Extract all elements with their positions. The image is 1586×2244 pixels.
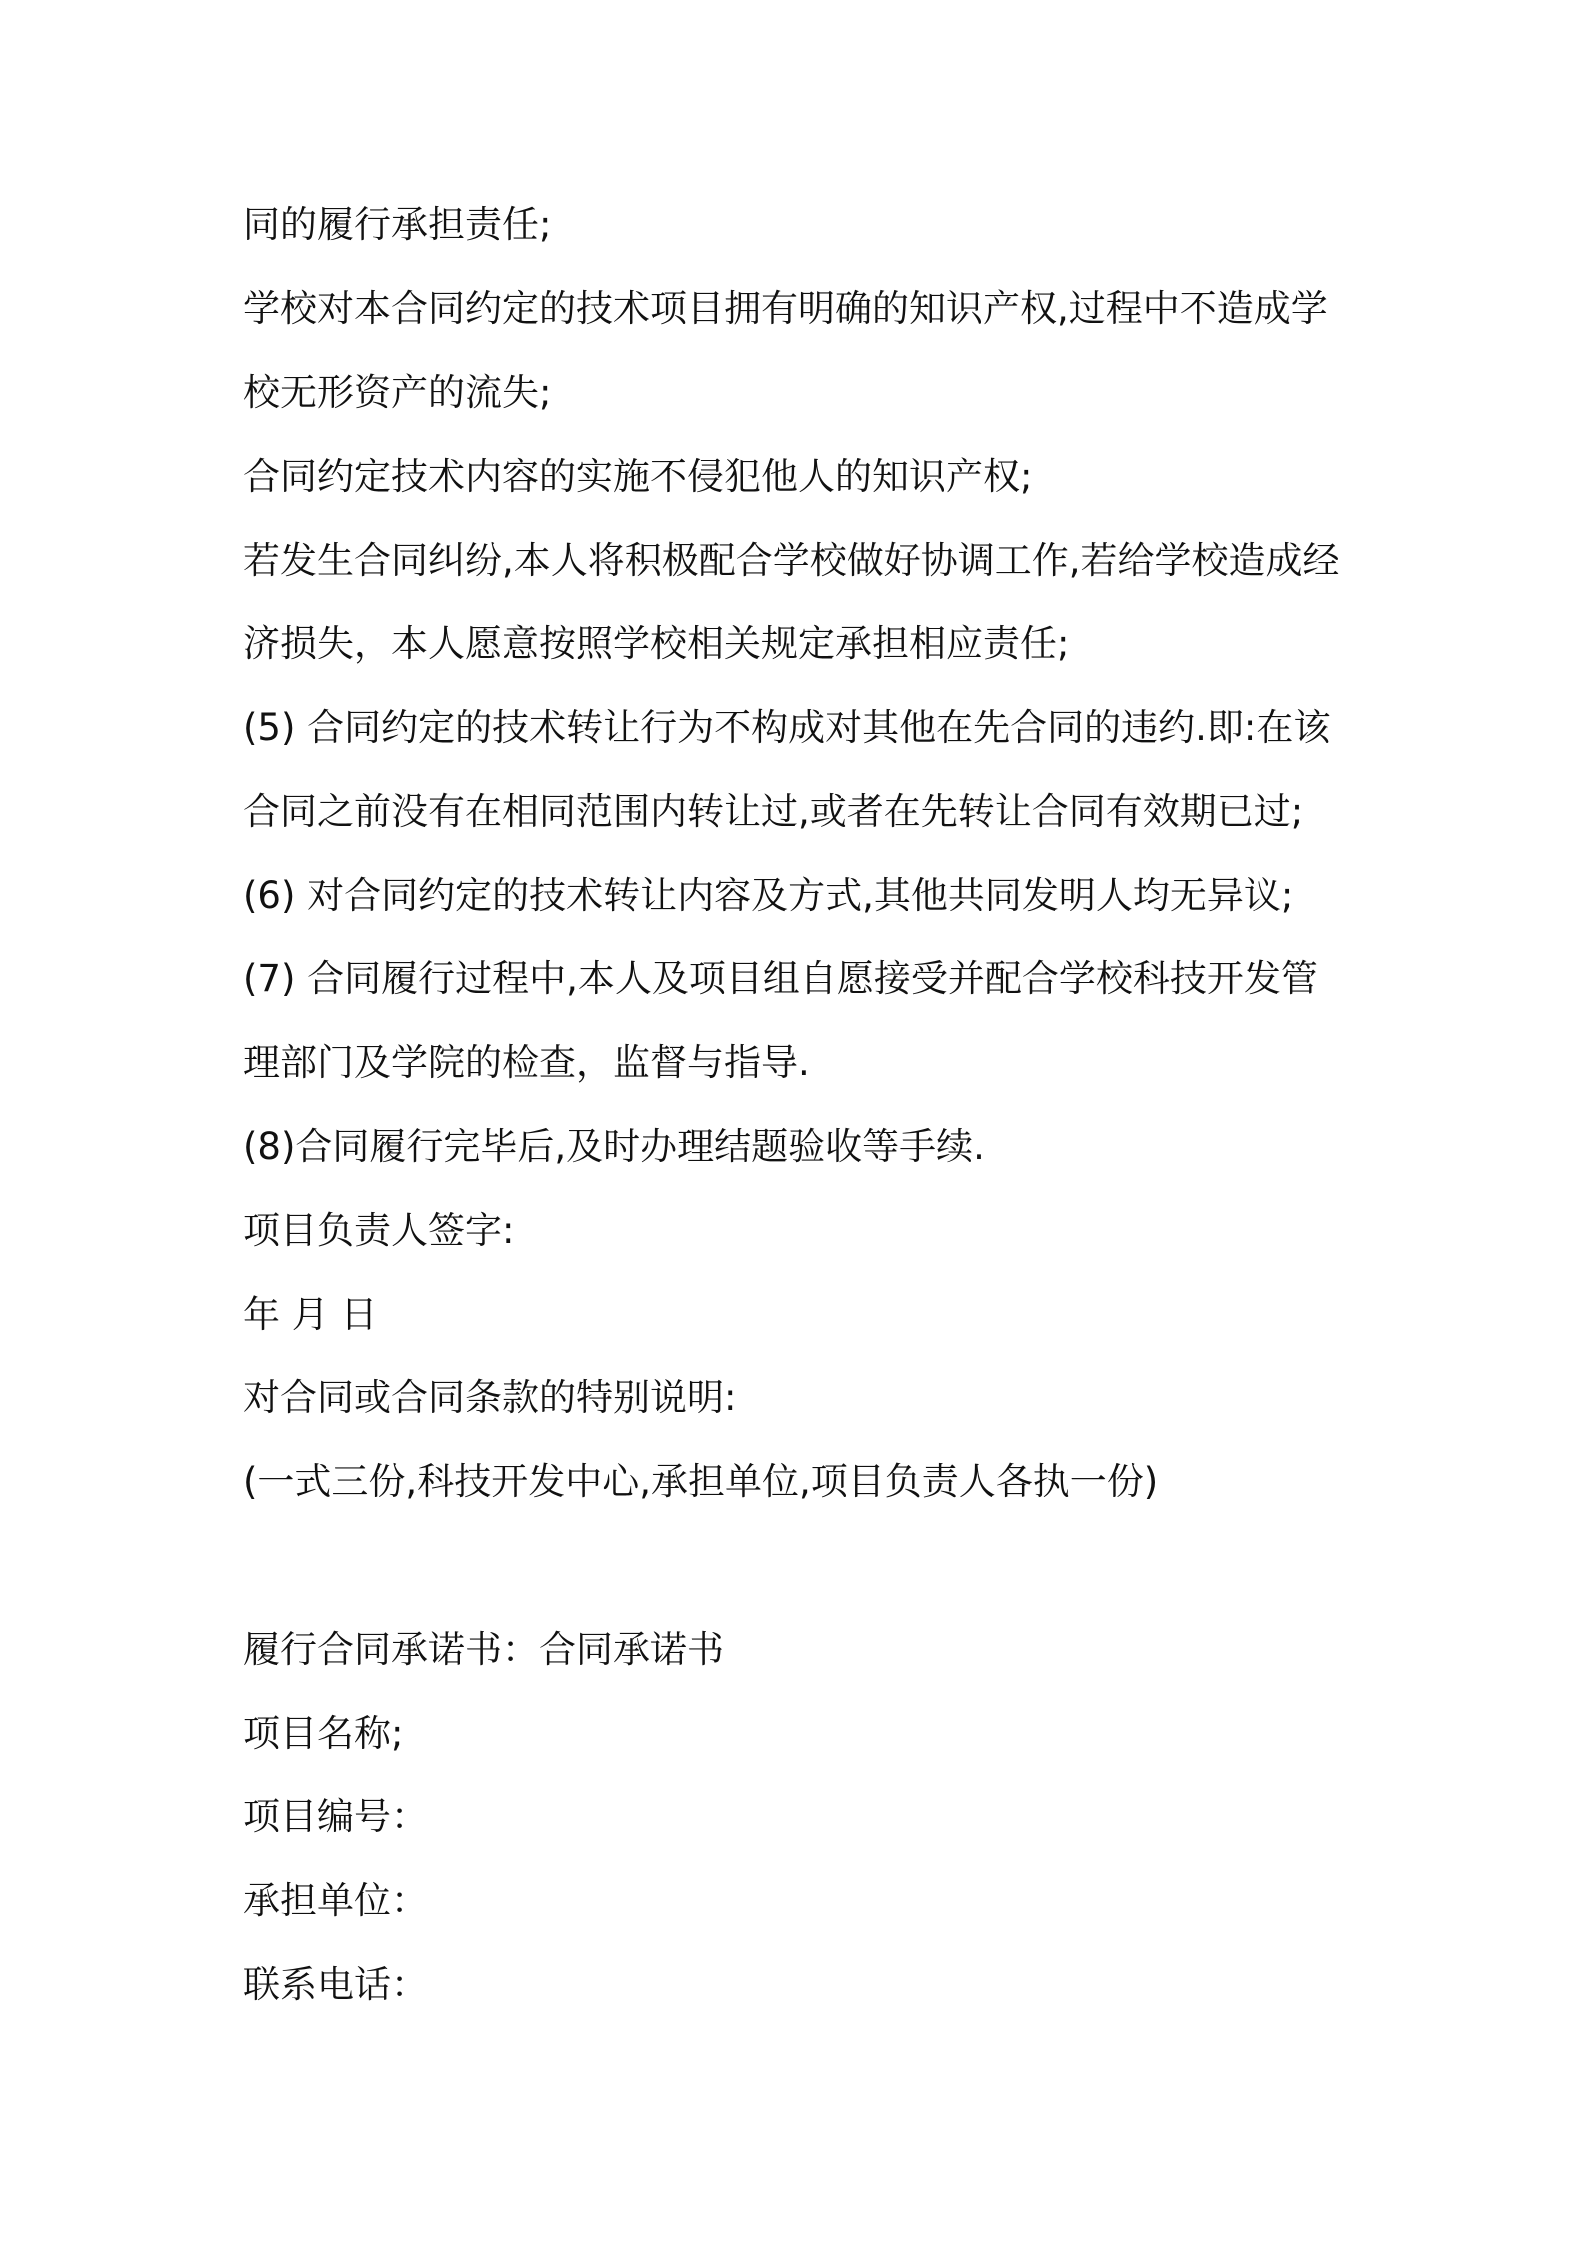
project-name-label: 项目名称; xyxy=(243,1712,404,1755)
text-line-10: (7) 合同履行过程中,本人及项目组自愿接受并配合学校科技开发管 xyxy=(243,957,1318,1000)
text-line-8: 合同之前没有在相同范围内转让过,或者在先转让合同有效期已过; xyxy=(243,790,1304,833)
text-line-5: 若发生合同纠纷,本人将积极配合学校做好协调工作,若给学校造成经 xyxy=(243,539,1340,582)
text-line-6: 济损失，本人愿意按照学校相关规定承担相应责任; xyxy=(243,622,1070,665)
contact-phone-label: 联系电话： xyxy=(243,1963,428,2006)
project-number-label: 项目编号： xyxy=(243,1795,428,1838)
text-line-7: (5) 合同约定的技术转让行为不构成对其他在先合同的违约.即:在该 xyxy=(243,706,1331,749)
text-line-12: (8)合同履行完毕后,及时办理结题验收等手续. xyxy=(243,1125,985,1168)
text-line-2: 学校对本合同约定的技术项目拥有明确的知识产权,过程中不造成学 xyxy=(243,287,1328,330)
text-line-4: 合同约定技术内容的实施不侵犯他人的知识产权; xyxy=(243,455,1033,498)
text-line-1: 同的履行承担责任; xyxy=(243,203,552,246)
text-line-13: 项目负责人签字: xyxy=(243,1209,515,1252)
text-line-3: 校无形资产的流失; xyxy=(243,371,552,414)
text-line-16: (一式三份,科技开发中心,承担单位,项目负责人各执一份) xyxy=(243,1460,1159,1503)
text-line-9: (6) 对合同约定的技术转让内容及方式,其他共同发明人均无异议; xyxy=(243,874,1294,917)
undertaking-unit-label: 承担单位： xyxy=(243,1879,428,1922)
text-line-15: 对合同或合同条款的特别说明: xyxy=(243,1376,737,1419)
section-title: 履行合同承诺书：合同承诺书 xyxy=(243,1628,724,1671)
date-line: 年 月 日 xyxy=(243,1293,378,1336)
text-line-11: 理部门及学院的检查，监督与指导. xyxy=(243,1041,810,1084)
